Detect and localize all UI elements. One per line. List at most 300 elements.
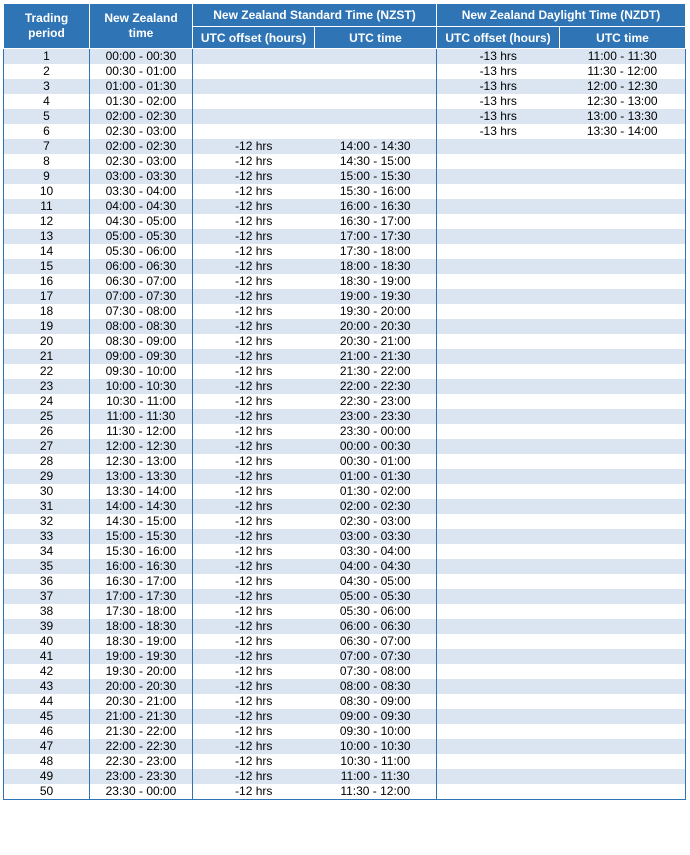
cell-nzst-utc-time: 01:30 - 02:00 — [315, 484, 437, 499]
table-row — [4, 154, 686, 169]
table-row — [4, 379, 686, 394]
table-row — [4, 64, 686, 79]
cell-nzst-utc-offset: -12 hrs — [193, 679, 315, 694]
cell-nz-time: 10:00 - 10:30 — [90, 379, 193, 394]
cell-nzst-utc-time — [315, 79, 437, 94]
table-row — [4, 559, 686, 574]
cell-nzdt-utc-time — [560, 754, 686, 769]
header-nzst-utc-time: UTC time — [315, 27, 437, 49]
cell-nzst-utc-offset: -12 hrs — [193, 334, 315, 349]
cell-nz-time: 14:30 - 15:00 — [90, 514, 193, 529]
cell-nzst-utc-time: 07:00 - 07:30 — [315, 649, 437, 664]
cell-nzdt-utc-offset — [437, 334, 560, 349]
cell-nzst-utc-time: 11:00 - 11:30 — [315, 769, 437, 784]
cell-nzdt-utc-offset — [437, 139, 560, 154]
cell-nzst-utc-offset — [193, 64, 315, 79]
cell-nzdt-utc-time — [560, 169, 686, 184]
cell-nzst-utc-time: 04:00 - 04:30 — [315, 559, 437, 574]
table-row — [4, 409, 686, 424]
cell-nzst-utc-offset: -12 hrs — [193, 349, 315, 364]
cell-nzdt-utc-offset: -13 hrs — [437, 109, 560, 124]
cell-nzst-utc-time: 21:00 - 21:30 — [315, 349, 437, 364]
cell-nz-time: 10:30 - 11:00 — [90, 394, 193, 409]
cell-nzst-utc-time: 20:30 - 21:00 — [315, 334, 437, 349]
cell-nzst-utc-time: 15:30 - 16:00 — [315, 184, 437, 199]
cell-nz-time: 09:30 - 10:00 — [90, 364, 193, 379]
cell-nzst-utc-offset: -12 hrs — [193, 694, 315, 709]
cell-nz-time: 02:00 - 02:30 — [90, 109, 193, 124]
table-row — [4, 469, 686, 484]
cell-nzst-utc-time — [315, 94, 437, 109]
cell-nzdt-utc-time — [560, 649, 686, 664]
cell-nzdt-utc-time — [560, 184, 686, 199]
cell-nzdt-utc-offset — [437, 244, 560, 259]
cell-nzdt-utc-time — [560, 424, 686, 439]
cell-nzdt-utc-time — [560, 709, 686, 724]
cell-nz-time: 02:00 - 02:30 — [90, 139, 193, 154]
cell-nzdt-utc-offset — [437, 499, 560, 514]
cell-nz-time: 11:00 - 11:30 — [90, 409, 193, 424]
trading-period-table-container — [3, 3, 686, 800]
cell-nzdt-utc-time — [560, 559, 686, 574]
cell-trading-period: 24 — [4, 394, 90, 409]
cell-nzst-utc-time: 15:00 - 15:30 — [315, 169, 437, 184]
cell-nzst-utc-time: 20:00 - 20:30 — [315, 319, 437, 334]
cell-trading-period: 13 — [4, 229, 90, 244]
cell-nz-time: 00:00 - 00:30 — [90, 49, 193, 65]
table-row — [4, 334, 686, 349]
table-row — [4, 604, 686, 619]
cell-nzdt-utc-offset — [437, 664, 560, 679]
cell-nzdt-utc-offset — [437, 634, 560, 649]
cell-nzst-utc-time: 05:00 - 05:30 — [315, 589, 437, 604]
cell-nz-time: 18:30 - 19:00 — [90, 634, 193, 649]
cell-nz-time: 00:30 - 01:00 — [90, 64, 193, 79]
cell-nzst-utc-offset: -12 hrs — [193, 259, 315, 274]
cell-nzst-utc-time: 14:30 - 15:00 — [315, 154, 437, 169]
table-row — [4, 364, 686, 379]
cell-nz-time: 19:00 - 19:30 — [90, 649, 193, 664]
cell-nzst-utc-time: 00:00 - 00:30 — [315, 439, 437, 454]
cell-nzst-utc-offset — [193, 124, 315, 139]
cell-nzst-utc-time: 10:30 - 11:00 — [315, 754, 437, 769]
cell-nzdt-utc-offset — [437, 754, 560, 769]
cell-nzst-utc-offset: -12 hrs — [193, 754, 315, 769]
cell-nzdt-utc-time — [560, 259, 686, 274]
cell-nzdt-utc-time — [560, 289, 686, 304]
cell-nzdt-utc-time — [560, 379, 686, 394]
cell-trading-period: 44 — [4, 694, 90, 709]
cell-nzdt-utc-time — [560, 229, 686, 244]
cell-nzst-utc-time: 16:30 - 17:00 — [315, 214, 437, 229]
table-row — [4, 574, 686, 589]
table-row — [4, 499, 686, 514]
cell-trading-period: 33 — [4, 529, 90, 544]
cell-trading-period: 42 — [4, 664, 90, 679]
cell-trading-period: 30 — [4, 484, 90, 499]
header-nzdt-utc-time: UTC time — [560, 27, 686, 49]
table-row — [4, 304, 686, 319]
cell-nzst-utc-offset: -12 hrs — [193, 214, 315, 229]
table-row — [4, 544, 686, 559]
cell-nz-time: 04:00 - 04:30 — [90, 199, 193, 214]
cell-nzdt-utc-time — [560, 364, 686, 379]
cell-nzdt-utc-time: 12:00 - 12:30 — [560, 79, 686, 94]
cell-trading-period: 36 — [4, 574, 90, 589]
cell-nzst-utc-offset: -12 hrs — [193, 619, 315, 634]
cell-nzst-utc-offset: -12 hrs — [193, 439, 315, 454]
cell-nzst-utc-offset: -12 hrs — [193, 229, 315, 244]
cell-trading-period: 41 — [4, 649, 90, 664]
cell-trading-period: 37 — [4, 589, 90, 604]
cell-nzdt-utc-time — [560, 439, 686, 454]
table-row — [4, 424, 686, 439]
cell-nzst-utc-time: 01:00 - 01:30 — [315, 469, 437, 484]
cell-nzdt-utc-time — [560, 514, 686, 529]
cell-nzst-utc-time: 09:30 - 10:00 — [315, 724, 437, 739]
cell-nz-time: 22:30 - 23:00 — [90, 754, 193, 769]
cell-nzdt-utc-time: 12:30 - 13:00 — [560, 94, 686, 109]
cell-nz-time: 23:30 - 00:00 — [90, 784, 193, 800]
cell-nzst-utc-offset: -12 hrs — [193, 169, 315, 184]
cell-nz-time: 15:30 - 16:00 — [90, 544, 193, 559]
cell-nzst-utc-offset: -12 hrs — [193, 589, 315, 604]
cell-nzst-utc-time: 08:00 - 08:30 — [315, 679, 437, 694]
cell-nzst-utc-offset: -12 hrs — [193, 514, 315, 529]
cell-trading-period: 7 — [4, 139, 90, 154]
cell-nzst-utc-time: 04:30 - 05:00 — [315, 574, 437, 589]
cell-nzst-utc-offset — [193, 109, 315, 124]
table-row — [4, 724, 686, 739]
cell-nz-time: 01:30 - 02:00 — [90, 94, 193, 109]
table-row — [4, 754, 686, 769]
cell-nzst-utc-time: 05:30 - 06:00 — [315, 604, 437, 619]
cell-nzdt-utc-offset — [437, 274, 560, 289]
cell-nz-time: 07:30 - 08:00 — [90, 304, 193, 319]
table-row — [4, 244, 686, 259]
cell-trading-period: 1 — [4, 49, 90, 65]
cell-nzst-utc-offset: -12 hrs — [193, 409, 315, 424]
cell-nzst-utc-offset: -12 hrs — [193, 649, 315, 664]
cell-nzst-utc-time: 09:00 - 09:30 — [315, 709, 437, 724]
cell-trading-period: 9 — [4, 169, 90, 184]
table-row — [4, 484, 686, 499]
cell-nzst-utc-time: 17:30 - 18:00 — [315, 244, 437, 259]
cell-nzdt-utc-time — [560, 664, 686, 679]
cell-nzst-utc-time: 08:30 - 09:00 — [315, 694, 437, 709]
cell-nzst-utc-offset: -12 hrs — [193, 154, 315, 169]
table-row — [4, 49, 686, 65]
cell-nzst-utc-time: 19:00 - 19:30 — [315, 289, 437, 304]
table-row — [4, 709, 686, 724]
cell-trading-period: 35 — [4, 559, 90, 574]
cell-nzdt-utc-offset — [437, 349, 560, 364]
cell-nzdt-utc-offset — [437, 694, 560, 709]
cell-trading-period: 26 — [4, 424, 90, 439]
cell-trading-period: 22 — [4, 364, 90, 379]
cell-nzdt-utc-time — [560, 484, 686, 499]
cell-nzdt-utc-time — [560, 139, 686, 154]
cell-nzdt-utc-time: 13:30 - 14:00 — [560, 124, 686, 139]
cell-nzst-utc-time: 19:30 - 20:00 — [315, 304, 437, 319]
cell-trading-period: 20 — [4, 334, 90, 349]
cell-nzdt-utc-offset — [437, 289, 560, 304]
cell-trading-period: 3 — [4, 79, 90, 94]
cell-nz-time: 22:00 - 22:30 — [90, 739, 193, 754]
cell-nzst-utc-offset: -12 hrs — [193, 424, 315, 439]
cell-nzdt-utc-offset: -13 hrs — [437, 49, 560, 65]
table-row — [4, 529, 686, 544]
cell-nzdt-utc-offset — [437, 259, 560, 274]
cell-nzdt-utc-offset: -13 hrs — [437, 124, 560, 139]
table-row — [4, 319, 686, 334]
table-row — [4, 139, 686, 154]
cell-nzst-utc-offset: -12 hrs — [193, 484, 315, 499]
cell-nzdt-utc-offset — [437, 229, 560, 244]
cell-nzst-utc-time: 07:30 - 08:00 — [315, 664, 437, 679]
cell-nzst-utc-time: 03:00 - 03:30 — [315, 529, 437, 544]
table-row — [4, 124, 686, 139]
cell-nz-time: 03:30 - 04:00 — [90, 184, 193, 199]
table-body — [4, 49, 686, 800]
cell-nzst-utc-time: 22:00 - 22:30 — [315, 379, 437, 394]
cell-nz-time: 13:30 - 14:00 — [90, 484, 193, 499]
cell-nzdt-utc-time — [560, 784, 686, 800]
cell-nzdt-utc-time — [560, 604, 686, 619]
cell-trading-period: 16 — [4, 274, 90, 289]
cell-nzdt-utc-offset — [437, 304, 560, 319]
table-row — [4, 679, 686, 694]
table-row — [4, 274, 686, 289]
cell-nzdt-utc-time — [560, 694, 686, 709]
cell-trading-period: 45 — [4, 709, 90, 724]
cell-trading-period: 11 — [4, 199, 90, 214]
cell-trading-period: 8 — [4, 154, 90, 169]
cell-trading-period: 19 — [4, 319, 90, 334]
cell-nzdt-utc-offset — [437, 784, 560, 800]
cell-nzdt-utc-time — [560, 769, 686, 784]
cell-nzst-utc-offset: -12 hrs — [193, 274, 315, 289]
table-row — [4, 589, 686, 604]
cell-nzst-utc-offset: -12 hrs — [193, 394, 315, 409]
cell-trading-period: 18 — [4, 304, 90, 319]
cell-nzst-utc-time: 02:30 - 03:00 — [315, 514, 437, 529]
cell-nz-time: 07:00 - 07:30 — [90, 289, 193, 304]
cell-nz-time: 20:30 - 21:00 — [90, 694, 193, 709]
cell-nzdt-utc-time — [560, 349, 686, 364]
cell-nzst-utc-time: 11:30 - 12:00 — [315, 784, 437, 800]
cell-nz-time: 06:00 - 06:30 — [90, 259, 193, 274]
cell-nzst-utc-offset: -12 hrs — [193, 769, 315, 784]
table-row — [4, 199, 686, 214]
cell-trading-period: 47 — [4, 739, 90, 754]
table-row — [4, 769, 686, 784]
cell-nzdt-utc-offset — [437, 169, 560, 184]
cell-trading-period: 39 — [4, 619, 90, 634]
cell-trading-period: 23 — [4, 379, 90, 394]
cell-nzdt-utc-time — [560, 394, 686, 409]
cell-nzst-utc-time: 18:00 - 18:30 — [315, 259, 437, 274]
cell-nzdt-utc-time: 11:30 - 12:00 — [560, 64, 686, 79]
cell-nzdt-utc-time — [560, 739, 686, 754]
cell-nzst-utc-offset: -12 hrs — [193, 184, 315, 199]
cell-trading-period: 29 — [4, 469, 90, 484]
cell-nz-time: 12:00 - 12:30 — [90, 439, 193, 454]
cell-trading-period: 27 — [4, 439, 90, 454]
cell-nzst-utc-time — [315, 124, 437, 139]
cell-nzst-utc-time: 16:00 - 16:30 — [315, 199, 437, 214]
cell-nz-time: 06:30 - 07:00 — [90, 274, 193, 289]
cell-nzdt-utc-offset — [437, 364, 560, 379]
cell-nzdt-utc-offset: -13 hrs — [437, 94, 560, 109]
cell-nzst-utc-time: 22:30 - 23:00 — [315, 394, 437, 409]
cell-trading-period: 48 — [4, 754, 90, 769]
cell-nzst-utc-offset: -12 hrs — [193, 604, 315, 619]
cell-nzdt-utc-offset — [437, 484, 560, 499]
table-row — [4, 784, 686, 800]
cell-nzdt-utc-offset — [437, 379, 560, 394]
cell-nzst-utc-offset: -12 hrs — [193, 379, 315, 394]
trading-period-table — [3, 3, 686, 800]
cell-nzdt-utc-offset — [437, 769, 560, 784]
cell-trading-period: 15 — [4, 259, 90, 274]
cell-nz-time: 09:00 - 09:30 — [90, 349, 193, 364]
cell-nzdt-utc-offset — [437, 724, 560, 739]
cell-nzst-utc-offset: -12 hrs — [193, 364, 315, 379]
cell-nzst-utc-offset: -12 hrs — [193, 244, 315, 259]
cell-nz-time: 17:00 - 17:30 — [90, 589, 193, 604]
cell-nzdt-utc-time: 13:00 - 13:30 — [560, 109, 686, 124]
table-row — [4, 649, 686, 664]
cell-trading-period: 28 — [4, 454, 90, 469]
cell-trading-period: 4 — [4, 94, 90, 109]
cell-nzst-utc-time: 17:00 - 17:30 — [315, 229, 437, 244]
cell-nzst-utc-time — [315, 109, 437, 124]
header-trading-period: Trading period — [4, 4, 90, 49]
cell-nzst-utc-offset: -12 hrs — [193, 469, 315, 484]
cell-nzdt-utc-time — [560, 574, 686, 589]
cell-nzdt-utc-offset — [437, 319, 560, 334]
cell-nz-time: 21:30 - 22:00 — [90, 724, 193, 739]
cell-nzdt-utc-time — [560, 274, 686, 289]
cell-nzst-utc-offset: -12 hrs — [193, 739, 315, 754]
header-nzst-utc-offset: UTC offset (hours) — [193, 27, 315, 49]
cell-nzdt-utc-offset — [437, 589, 560, 604]
cell-nzdt-utc-time — [560, 634, 686, 649]
cell-nz-time: 02:30 - 03:00 — [90, 124, 193, 139]
cell-nzdt-utc-time — [560, 469, 686, 484]
cell-nzst-utc-offset — [193, 79, 315, 94]
cell-nzst-utc-offset: -12 hrs — [193, 304, 315, 319]
cell-nz-time: 16:00 - 16:30 — [90, 559, 193, 574]
cell-nzst-utc-time: 03:30 - 04:00 — [315, 544, 437, 559]
cell-trading-period: 43 — [4, 679, 90, 694]
cell-nzdt-utc-time — [560, 619, 686, 634]
cell-nzst-utc-offset — [193, 49, 315, 65]
cell-nz-time: 03:00 - 03:30 — [90, 169, 193, 184]
table-row — [4, 214, 686, 229]
cell-nzdt-utc-time — [560, 199, 686, 214]
header-nzst: New Zealand Standard Time (NZST) — [193, 4, 437, 27]
cell-nzdt-utc-time — [560, 544, 686, 559]
cell-nzst-utc-offset: -12 hrs — [193, 784, 315, 800]
cell-trading-period: 32 — [4, 514, 90, 529]
cell-trading-period: 17 — [4, 289, 90, 304]
cell-nzdt-utc-offset — [437, 394, 560, 409]
cell-nzdt-utc-offset — [437, 454, 560, 469]
cell-nzst-utc-offset: -12 hrs — [193, 574, 315, 589]
table-row — [4, 109, 686, 124]
cell-nzdt-utc-offset — [437, 514, 560, 529]
cell-nz-time: 18:00 - 18:30 — [90, 619, 193, 634]
cell-nzdt-utc-offset — [437, 214, 560, 229]
cell-nzst-utc-time: 23:00 - 23:30 — [315, 409, 437, 424]
cell-nzdt-utc-time — [560, 214, 686, 229]
table-row — [4, 394, 686, 409]
cell-nzdt-utc-time — [560, 154, 686, 169]
cell-nzst-utc-offset: -12 hrs — [193, 709, 315, 724]
cell-nzdt-utc-time — [560, 499, 686, 514]
cell-nzdt-utc-offset — [437, 604, 560, 619]
table-row — [4, 289, 686, 304]
cell-trading-period: 50 — [4, 784, 90, 800]
table-row — [4, 694, 686, 709]
cell-nzdt-utc-time — [560, 454, 686, 469]
cell-nzst-utc-time: 02:00 - 02:30 — [315, 499, 437, 514]
header-nzdt-utc-offset: UTC offset (hours) — [437, 27, 560, 49]
cell-trading-period: 5 — [4, 109, 90, 124]
cell-nz-time: 02:30 - 03:00 — [90, 154, 193, 169]
cell-nzdt-utc-offset — [437, 559, 560, 574]
cell-nzdt-utc-time — [560, 529, 686, 544]
cell-nzdt-utc-time: 11:00 - 11:30 — [560, 49, 686, 65]
cell-nzst-utc-time — [315, 64, 437, 79]
cell-nzst-utc-time: 06:30 - 07:00 — [315, 634, 437, 649]
cell-nzdt-utc-offset — [437, 709, 560, 724]
cell-nzst-utc-time: 14:00 - 14:30 — [315, 139, 437, 154]
cell-nzdt-utc-offset — [437, 529, 560, 544]
table-row — [4, 79, 686, 94]
cell-trading-period: 34 — [4, 544, 90, 559]
cell-nz-time: 16:30 - 17:00 — [90, 574, 193, 589]
cell-nzst-utc-offset: -12 hrs — [193, 454, 315, 469]
table-row — [4, 229, 686, 244]
cell-trading-period: 12 — [4, 214, 90, 229]
cell-nzdt-utc-offset — [437, 184, 560, 199]
cell-nzst-utc-offset: -12 hrs — [193, 559, 315, 574]
cell-nz-time: 08:00 - 08:30 — [90, 319, 193, 334]
cell-trading-period: 6 — [4, 124, 90, 139]
cell-nz-time: 13:00 - 13:30 — [90, 469, 193, 484]
cell-nzst-utc-offset: -12 hrs — [193, 289, 315, 304]
cell-trading-period: 46 — [4, 724, 90, 739]
cell-nzdt-utc-time — [560, 724, 686, 739]
cell-nzst-utc-offset: -12 hrs — [193, 199, 315, 214]
cell-nz-time: 05:30 - 06:00 — [90, 244, 193, 259]
cell-trading-period: 49 — [4, 769, 90, 784]
cell-nz-time: 14:00 - 14:30 — [90, 499, 193, 514]
cell-nzst-utc-time — [315, 49, 437, 65]
cell-nzdt-utc-time — [560, 589, 686, 604]
cell-nz-time: 21:00 - 21:30 — [90, 709, 193, 724]
table-row — [4, 94, 686, 109]
cell-nzst-utc-offset: -12 hrs — [193, 664, 315, 679]
cell-nzdt-utc-time — [560, 304, 686, 319]
cell-nzdt-utc-offset — [437, 739, 560, 754]
cell-nzst-utc-offset: -12 hrs — [193, 319, 315, 334]
cell-trading-period: 21 — [4, 349, 90, 364]
cell-nzst-utc-offset: -12 hrs — [193, 724, 315, 739]
